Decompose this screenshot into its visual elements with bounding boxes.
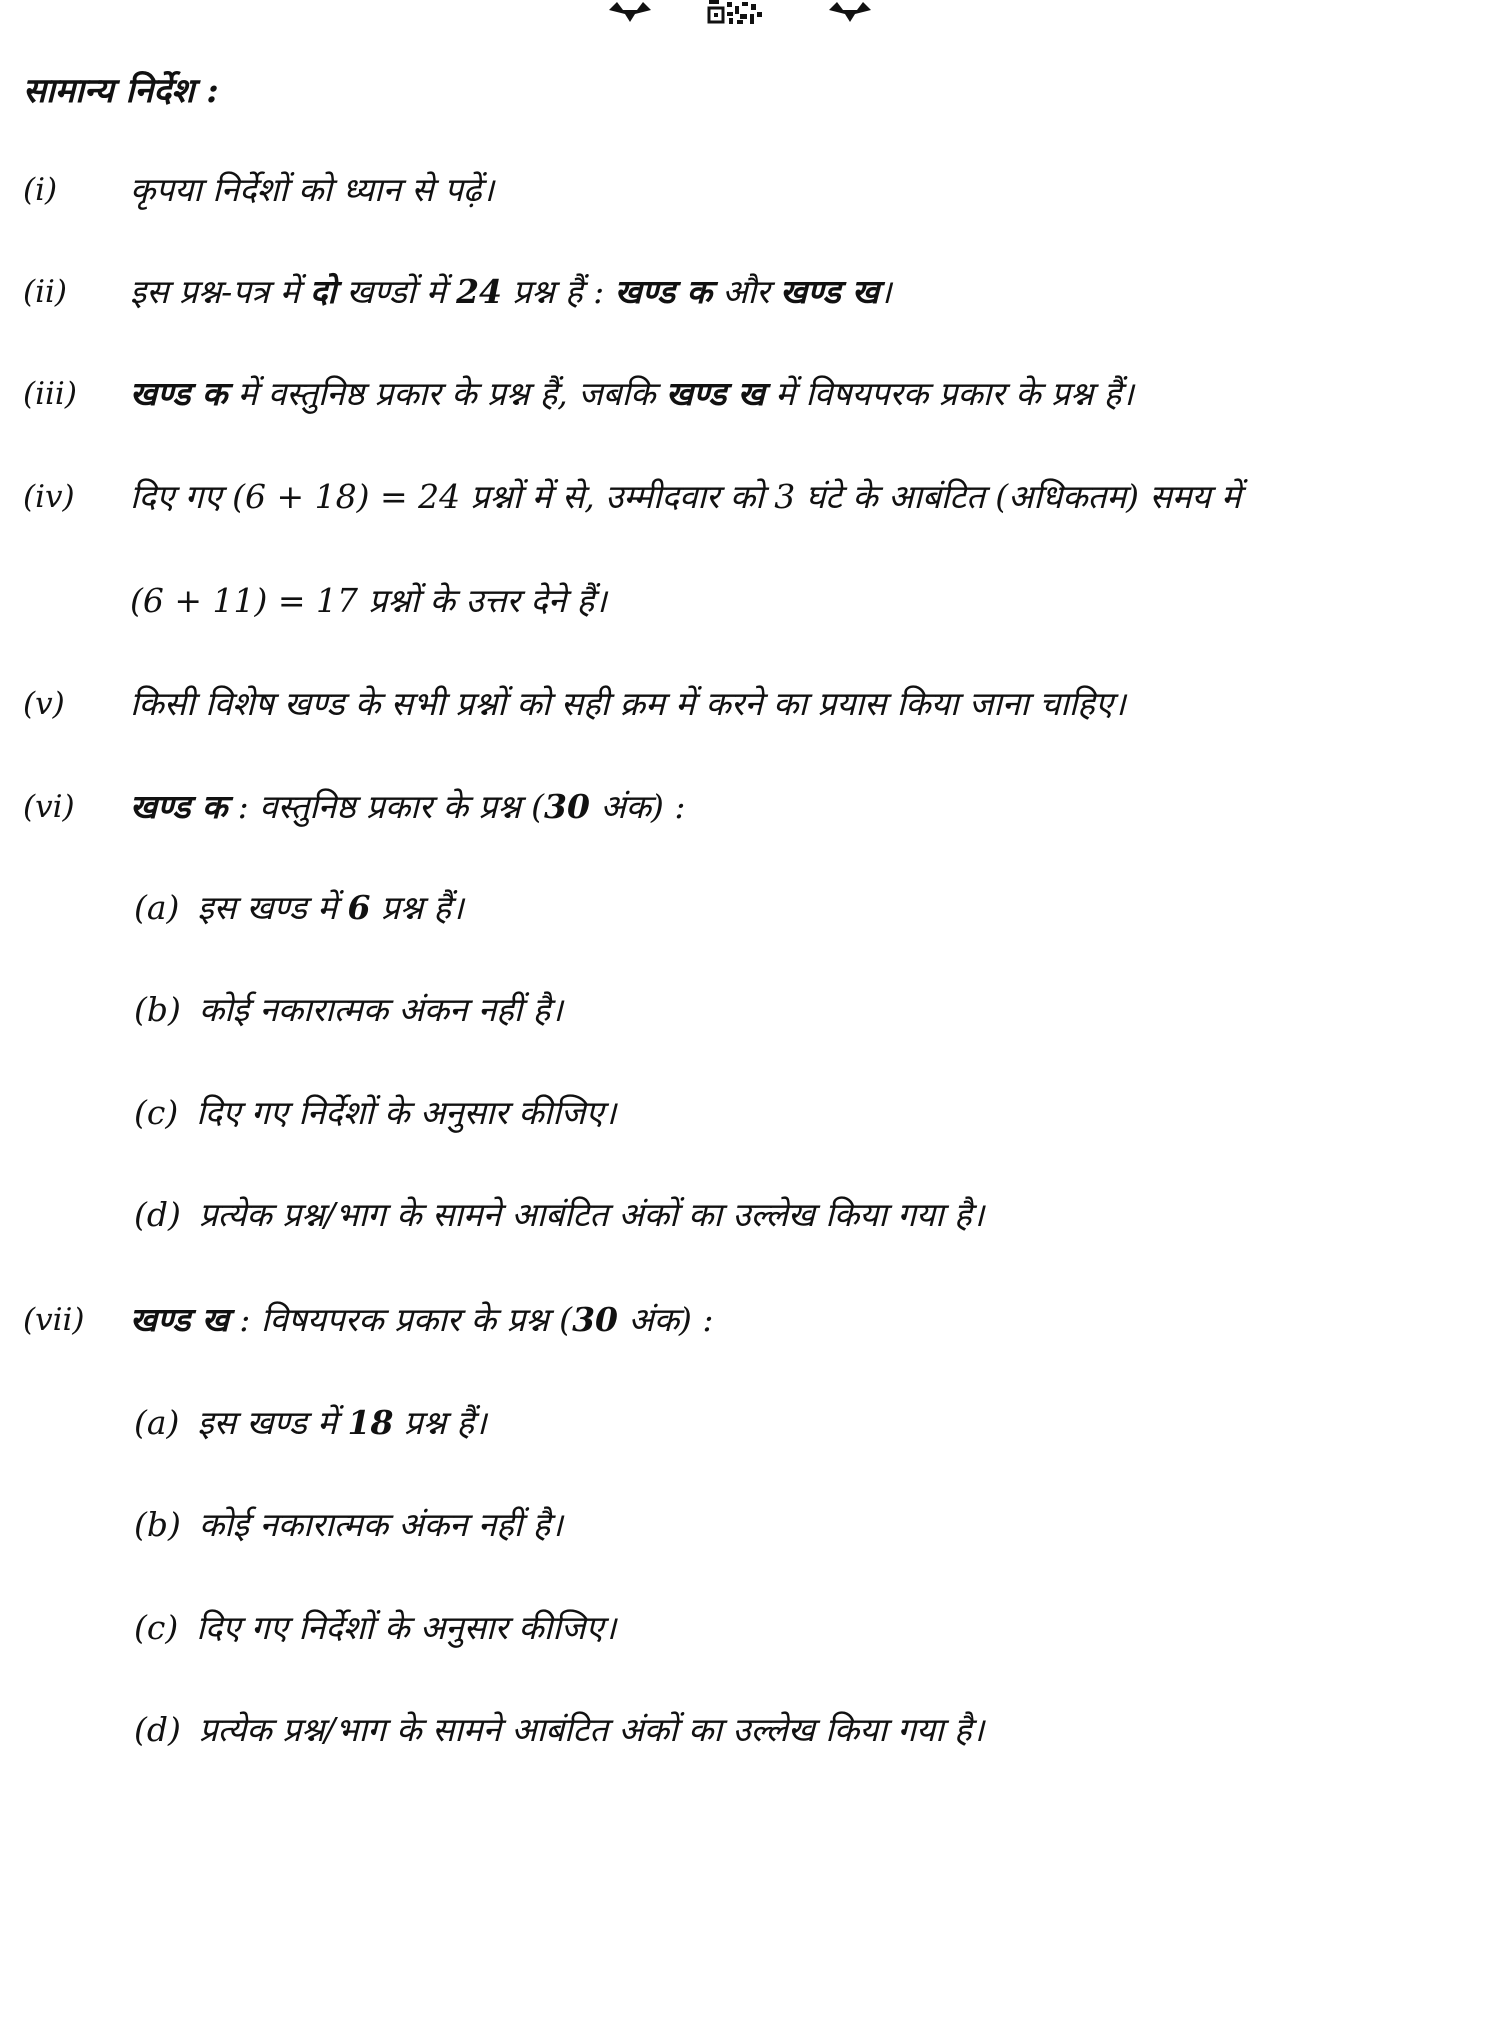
sub-item: (a) इस खण्ड में 18 प्रश्न हैं। xyxy=(134,1403,487,1442)
item-label: (v) xyxy=(23,686,65,722)
ornament-icon xyxy=(825,0,875,26)
item-label: (vi) xyxy=(23,789,75,825)
item-label: (ii) xyxy=(23,274,68,310)
item-text: किसी विशेष खण्ड के सभी प्रश्नों को सही क्रम में करने का प्रयास किया जाना चाहिए। xyxy=(130,684,1126,723)
qr-code-icon xyxy=(707,0,767,26)
item-text: खण्ड क में वस्तुनिष्ठ प्रकार के प्रश्न हैं, जबकि खण्ड ख में विषयपरक प्रकार के प्रश्न हैं। xyxy=(130,374,1134,413)
item-text: खण्ड ख : विषयपरक प्रकार के प्रश्न (30 अंक) : xyxy=(130,1300,714,1339)
sub-item: (c) दिए गए निर्देशों के अनुसार कीजिए। xyxy=(134,1093,617,1132)
sub-item: (b) कोई नकारात्मक अंकन नहीं है। xyxy=(134,1505,563,1544)
item-text-continued: (6 + 11) = 17 प्रश्नों के उत्तर देने हैं। xyxy=(130,581,607,620)
item-label: (iii) xyxy=(23,376,77,412)
sub-item: (a) इस खण्ड में 6 प्रश्न हैं। xyxy=(134,888,464,927)
item-text: खण्ड क : वस्तुनिष्ठ प्रकार के प्रश्न (30 अंक) : xyxy=(130,787,686,826)
item-text: कृपया निर्देशों को ध्यान से पढ़ें। xyxy=(130,170,495,209)
item-label: (iv) xyxy=(23,479,75,515)
item-label: (vii) xyxy=(23,1302,85,1338)
sub-item: (d) प्रत्येक प्रश्न/भाग के सामने आबंटित अंकों का उल्लेख किया गया है। xyxy=(134,1710,985,1749)
sub-item: (b) कोई नकारात्मक अंकन नहीं है। xyxy=(134,990,563,1029)
sub-item: (c) दिए गए निर्देशों के अनुसार कीजिए। xyxy=(134,1608,617,1647)
page-heading: सामान्य निर्देश : xyxy=(23,71,219,111)
item-text: इस प्रश्न-पत्र में दो खण्डों में 24 प्रश्न हैं : खण्ड क और खण्ड ख। xyxy=(130,272,892,311)
item-label: (i) xyxy=(23,172,58,208)
ornament-icon xyxy=(605,0,655,26)
item-text: दिए गए (6 + 18) = 24 प्रश्नों में से, उम्मीदवार को 3 घंटे के आबंटित (अधिकतम) समय में xyxy=(130,477,1241,516)
sub-item: (d) प्रत्येक प्रश्न/भाग के सामने आबंटित अंकों का उल्लेख किया गया है। xyxy=(134,1195,985,1234)
